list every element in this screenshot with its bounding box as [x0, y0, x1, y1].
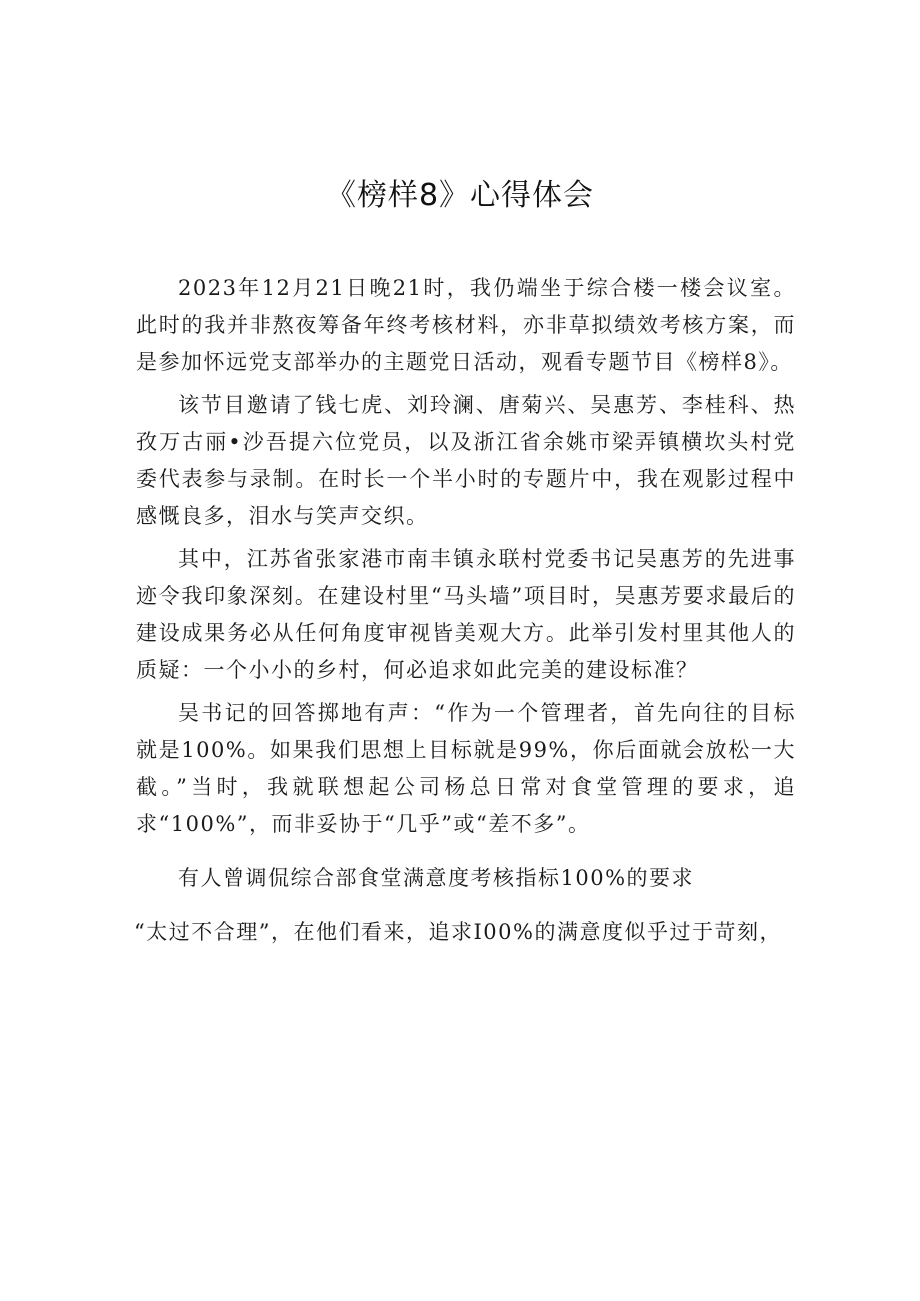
- document-body: [136, 270, 796, 957]
- paragraph-5: 有人曾调侃综合部食堂满意度考核指标100%的要求: [178, 866, 695, 890]
- paragraph-6: “太过不合理”，在他们看来，追求I00%的满意度似乎过于苛刻，: [134, 920, 782, 944]
- document-title: 《榜样8》心得体会: [325, 178, 595, 213]
- paragraph-1: 2023年12月21日晚21时，我仍端坐于综合楼一楼会议室。此时的我并非熬夜筹备年终考核材料，亦非草拟绩效考核方案，而是参加怀远党支部举办的主题党日活动，观看专题节目《榜样8》。: [136, 276, 796, 374]
- paragraph-4: 吴书记的回答掷地有声：“作为一个管理者，首先向往的目标就是100%。如果我们思想上目标就是99%，你后面就会放松一大截。”当时，我就联想起公司杨总日常对食堂管理的要求，追求“100%”，而非妥协于“几乎”或“差不多”。: [136, 701, 796, 836]
- paragraph-3: 其中，江苏省张家港市南丰镇永联村党委书记吴惠芳的先进事迹令我印象深刻。在建设村里“马头墙”项目时，吴惠芳要求最后的建设成果务必从任何角度审视皆美观大方。此举引发村里其他人的质疑：一个小小的乡村，何必追求如此完美的建设标准？: [136, 547, 796, 682]
- paragraph-2: 该节目邀请了钱七虎、刘玲澜、唐菊兴、吴惠芳、李桂科、热孜万古丽•沙吾提六位党员，以及浙江省余姚市梁弄镇横坎头村党委代表参与录制。在时长一个半小时的专题片中，我在观影过程中感慨良多，泪水与笑声交织。: [136, 393, 796, 528]
